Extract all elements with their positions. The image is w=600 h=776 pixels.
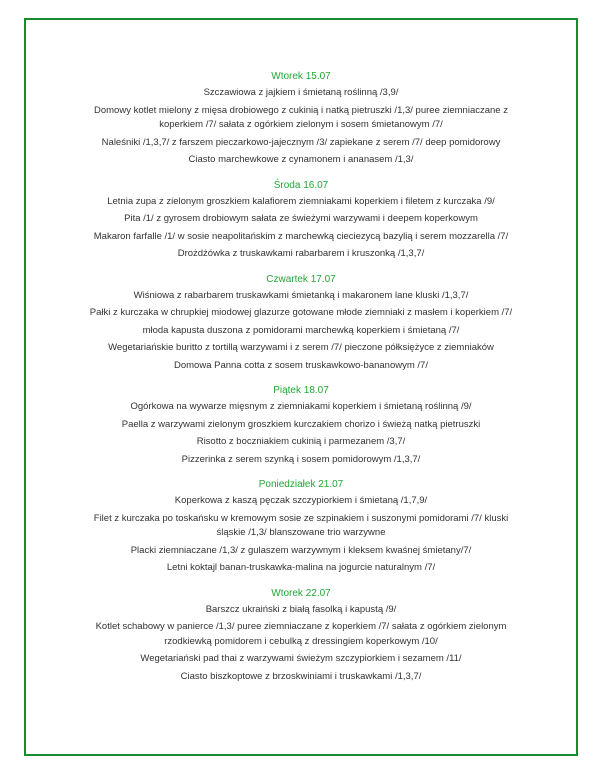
menu-item: Barszcz ukraiński z białą fasolką i kapustą /9/	[205, 603, 397, 615]
menu-item: Letni koktajl banan-truskawka-malina na jogurcie naturalnym /7/	[166, 562, 436, 573]
menu-item: Wegetariańskie buritto z tortillą warzywami i z serem /7/ pieczone półksiężyce z ziemniaków	[108, 342, 494, 353]
menu-item: Pałki z kurczaka w chrupkiej miodowej glazurze gotowane młode ziemniaki z masłem i koperkiem /7/	[89, 307, 513, 318]
day-section	[26, 587, 576, 685]
menu-item: Ciasto biszkoptowe z brzoskwiniami i truskawkami /1,3,7/	[180, 670, 422, 682]
day-title: Wtorek 22.07	[271, 587, 331, 599]
day-section	[26, 273, 576, 374]
menu-content	[26, 70, 576, 695]
day-title: Czwartek 17.07	[266, 273, 336, 285]
menu-item: Letnia zupa z zielonym groszkiem kalafiorem ziemniakami koperkiem i filetem z kurczaka /9/	[107, 195, 495, 207]
day-title: Wtorek 15.07	[271, 71, 331, 82]
menu-item: Filet z kurczaka po toskańsku w kremowym sosie ze szpinakiem i suszonymi pomidorami /7/ kluski śląskie /1,3/ blanszowane trio warzywne	[93, 512, 509, 538]
menu-page	[24, 18, 578, 756]
menu-item: Makaron farfalle /1/ w sosie neapolitańskim z marchewką cieciezycą bazylią i serem mozzarella /7/	[93, 230, 509, 242]
menu-item: Domowy kotlet mielony z mięsa drobiowego z cukinią i natką pietruszki /1,3/ puree ziemniaczane z koperkiem /7/ sałata z ogórkiem zielonym i sosem śmietanowym /7/	[94, 104, 508, 130]
menu-item: młoda kapusta duszona z pomidorami marchewką koperkiem i śmietaną /7/	[142, 324, 460, 336]
menu-item: Pizzerinka z serem szynką i sosem pomidorowym /1,3,7/	[181, 453, 421, 465]
menu-item: Paella z warzywami zielonym groszkiem kurczakiem chorizo i świeżą natką pietruszki	[121, 418, 481, 430]
day-section	[26, 70, 576, 168]
menu-item: Koperkowa z kaszą pęczak szczypiorkiem i śmietaną /1,7,9/	[174, 495, 428, 506]
menu-item: Domowa Panna cotta z sosem truskawkowo-bananowym /7/	[174, 359, 428, 371]
day-section	[26, 179, 576, 262]
menu-item: Drożdżówka z truskawkami rabarbarem i kruszonką /1,3,7/	[177, 248, 425, 259]
menu-item: Szczawiowa z jajkiem i śmietaną roślinną /3,9/	[203, 87, 399, 98]
menu-item: Pita /1/ z gyrosem drobiowym sałata ze świeżymi warzywami i deepem koperkowym	[124, 213, 478, 224]
day-section	[26, 384, 576, 467]
menu-item: Risotto z boczniakiem cukinią i parmezanem /3,7/	[196, 436, 406, 447]
menu-item: Wegetariański pad thai z warzywami świeżym szczypiorkiem i sezamem /11/	[140, 653, 462, 664]
day-title: Środa 16.07	[273, 179, 329, 191]
menu-item: Ogórkowa na wywarze mięsnym z ziemniakami koperkiem i śmietaną roślinną /9/	[130, 401, 472, 412]
menu-item: Naleśniki /1,3,7/ z farszem pieczarkowo-jajecznym /3/ zapiekane z serem /7/ deep pomidorowy	[101, 136, 501, 148]
day-section	[26, 478, 576, 576]
menu-item: Kotlet schabowy w panierce /1,3/ puree ziemniaczane z koperkiem /7/ sałata z ogórkiem zielonym rzodkiewką pomidorem i cebulką z dressingiem koperkowym /10/	[95, 621, 507, 647]
day-title: Poniedziałek 21.07	[258, 479, 344, 490]
day-title: Piątek 18.07	[273, 385, 329, 396]
menu-item: Ciasto marchewkowe z cynamonem i ananasem /1,3/	[188, 154, 414, 165]
menu-item: Placki ziemniaczane /1,3/ z gulaszem warzywnym i kleksem kwaśnej śmietany/7/	[130, 544, 472, 556]
menu-item: Wiśniowa z rabarbarem truskawkami śmietanką i makaronem lane kluski /1,3,7/	[133, 289, 469, 301]
